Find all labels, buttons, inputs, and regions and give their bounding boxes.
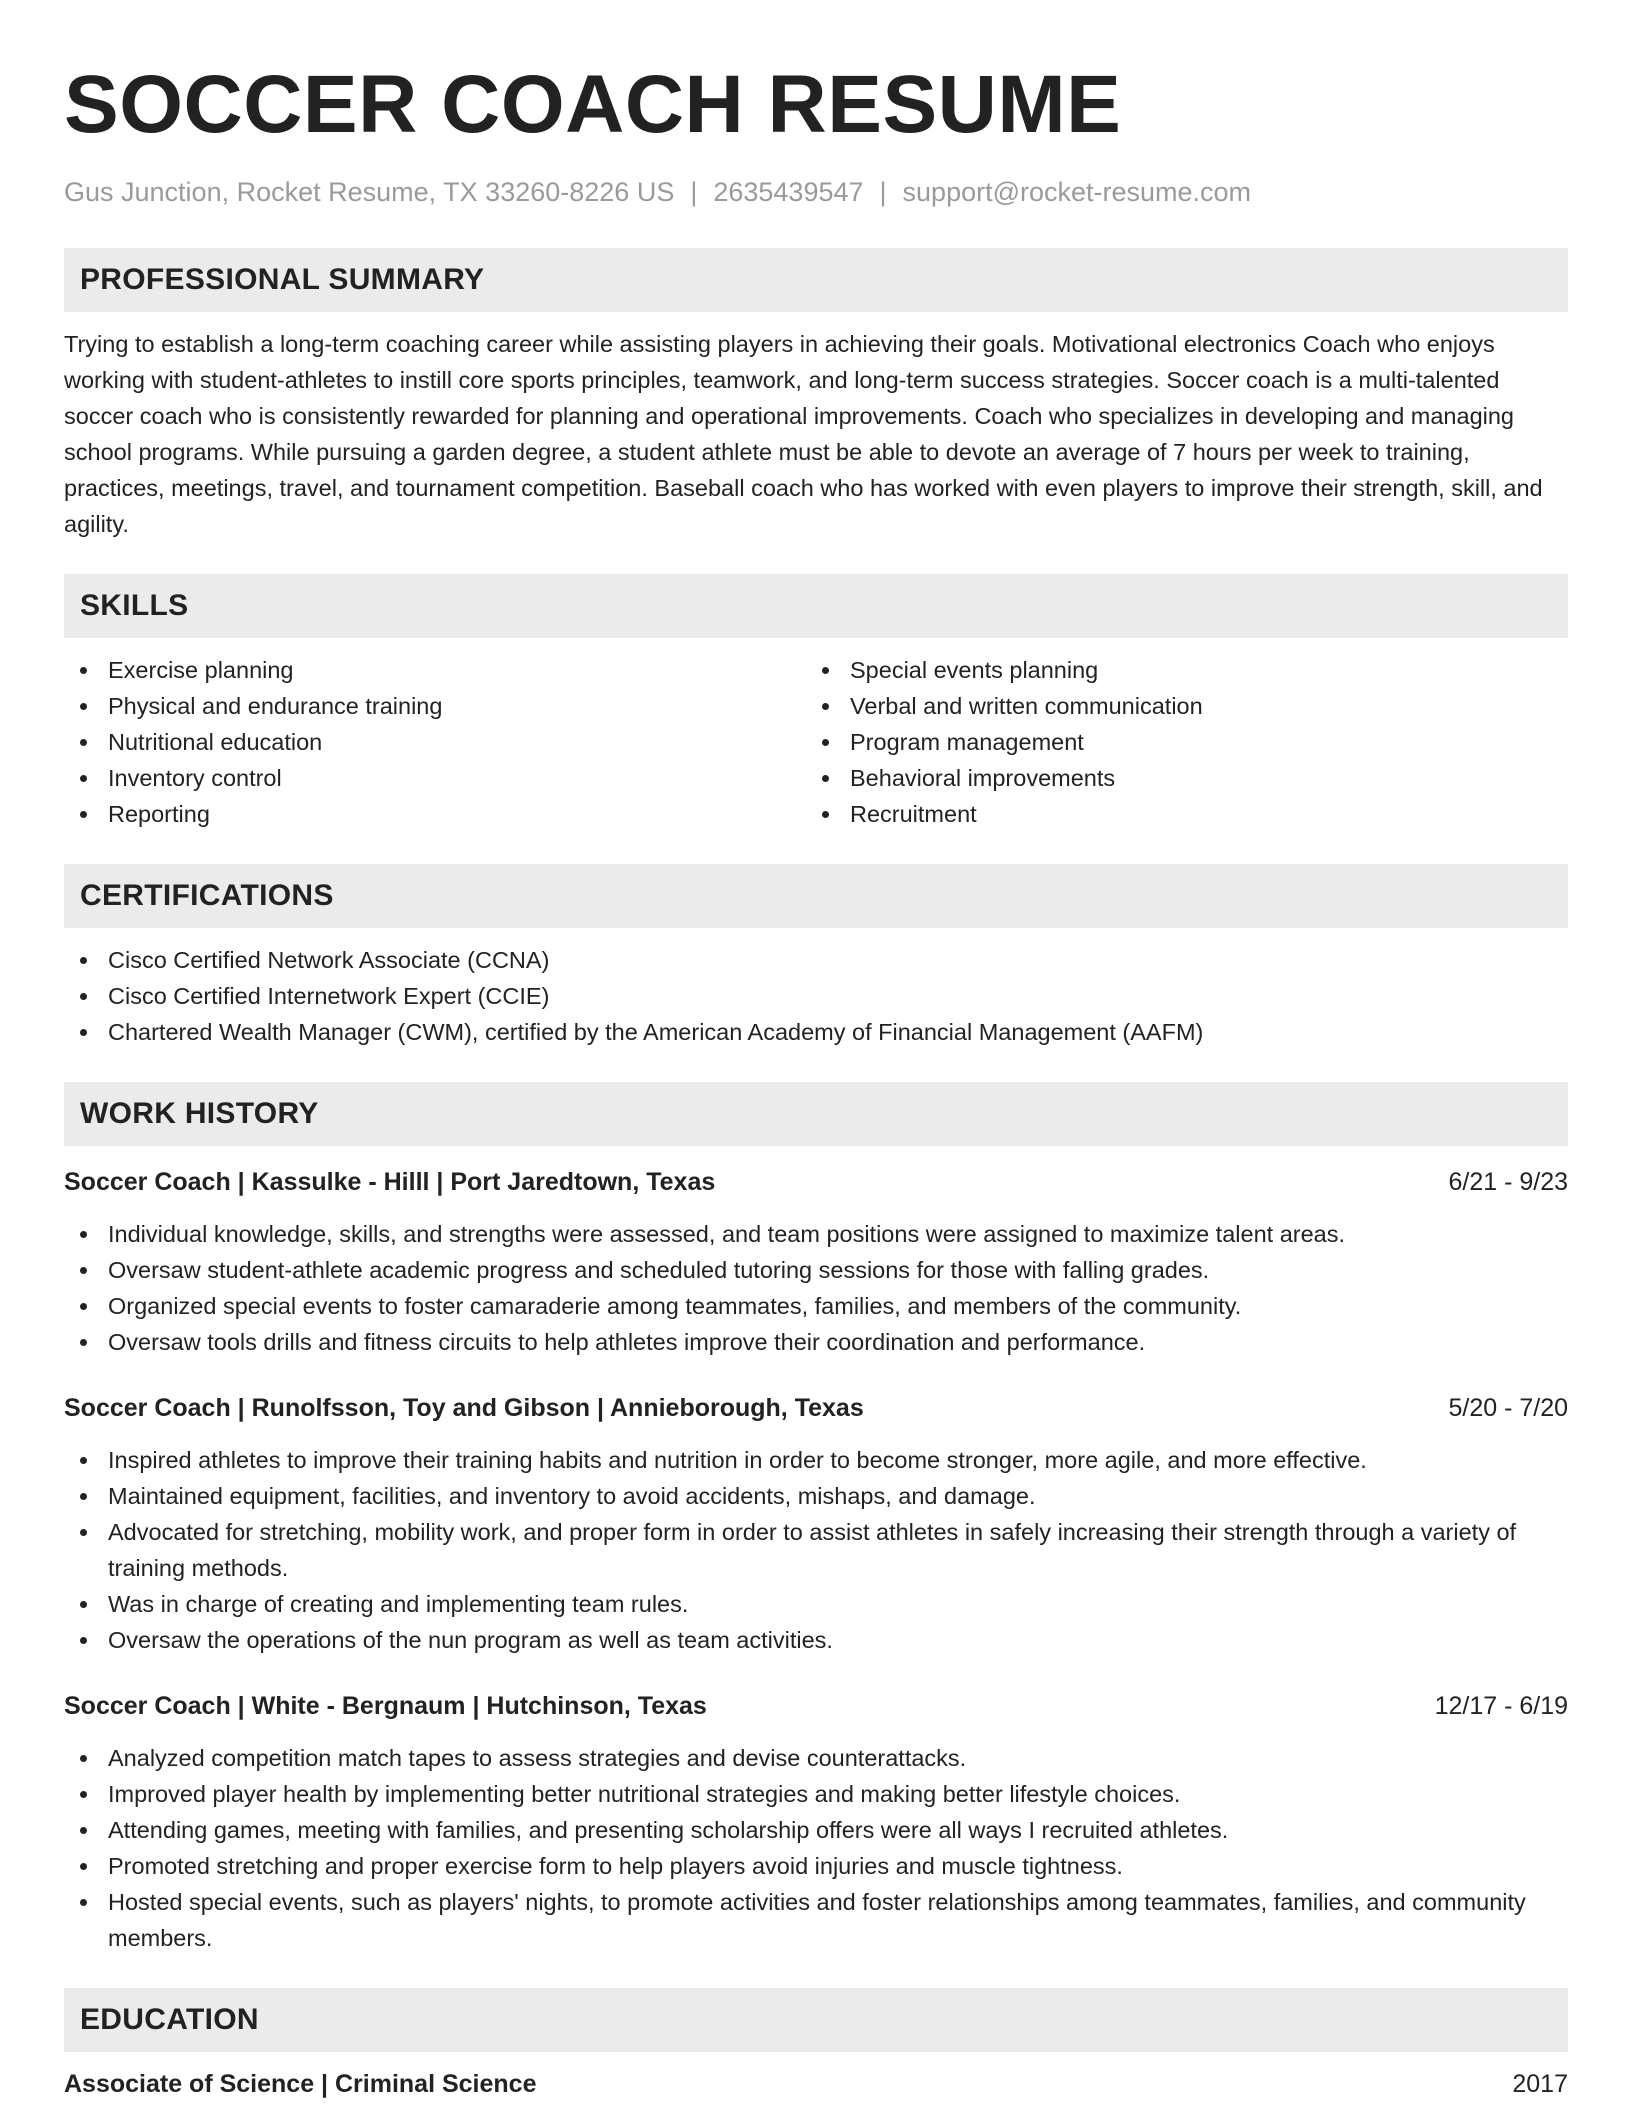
education-year: 2017 [1512, 2070, 1568, 2098]
list-item: Was in charge of creating and implementing team rules. [64, 1586, 1568, 1622]
job-entry [64, 1688, 1568, 1956]
job-header [64, 1688, 1568, 1724]
education-entry [64, 2066, 1568, 2102]
list-item: Nutritional education [64, 724, 806, 760]
list-item: Program management [806, 724, 1548, 760]
education-degree: Associate of Science | Criminal Science [64, 2070, 537, 2098]
list-item: Attending games, meeting with families, and presenting scholarship offers were all ways I recruited athletes. [64, 1812, 1568, 1848]
section-header-certifications: CERTIFICATIONS [64, 864, 1568, 928]
list-item: Individual knowledge, skills, and strengths were assessed, and team positions were assigned to maximize talent areas. [64, 1216, 1568, 1252]
resume-title: SOCCER COACH RESUME [64, 59, 1122, 150]
job-bullets [64, 1216, 1568, 1360]
job-bullets [64, 1442, 1568, 1658]
list-item: Verbal and written communication [806, 688, 1548, 724]
contact-separator: | [879, 177, 887, 207]
job-entry [64, 1390, 1568, 1658]
job-header [64, 1164, 1568, 1200]
skills-list-left [64, 652, 806, 832]
summary-text: Trying to establish a long-term coaching career while assisting players in achieving their goals. Motivational electronics Coach who enjoys working with student-athletes to instill core sports principles, teamwork, and long-term success strategies. Soccer coach is a multi-talented soccer coach who is consistently rewarded for planning and operational improvements. Coach who specializes in developing and managing school programs. While pursuing a garden degree, a student athlete must be able to devote an average of 7 hours per week to training, practices, meetings, travel, and tournament competition. Baseball coach who has worked with even players to improve their strength, skill, and agility. [64, 331, 1543, 537]
list-item: Hosted special events, such as players' nights, to promote activities and foster relationships among teammates, families, and community members. [64, 1884, 1568, 1956]
job-entry [64, 1164, 1568, 1360]
list-item: Behavioral improvements [806, 760, 1548, 796]
list-item: Organized special events to foster camaraderie among teammates, families, and members of the community. [64, 1288, 1568, 1324]
section-header-work-history: WORK HISTORY [64, 1082, 1568, 1146]
list-item: Cisco Certified Internetwork Expert (CCIE) [64, 978, 1568, 1014]
job-bullets [64, 1740, 1568, 1956]
list-item: Oversaw tools drills and fitness circuits to help athletes improve their coordination and performance. [64, 1324, 1568, 1360]
list-item: Cisco Certified Network Associate (CCNA) [64, 942, 1568, 978]
list-item: Reporting [64, 796, 806, 832]
list-item: Special events planning [806, 652, 1548, 688]
list-item: Inspired athletes to improve their training habits and nutrition in order to become stronger, more agile, and more effective. [64, 1442, 1568, 1478]
section-header-skills: SKILLS [64, 574, 1568, 638]
list-item: Improved player health by implementing better nutritional strategies and making better lifestyle choices. [64, 1776, 1568, 1812]
list-item: Inventory control [64, 760, 806, 796]
contact-line [64, 174, 1568, 210]
certifications-list [64, 942, 1568, 1050]
contact-phone: 2635439547 [713, 177, 864, 207]
job-dates: 12/17 - 6/19 [1434, 1692, 1568, 1720]
contact-address: Gus Junction, Rocket Resume, TX 33260-8226 US [64, 177, 675, 207]
job-dates: 5/20 - 7/20 [1448, 1394, 1568, 1422]
list-item: Advocated for stretching, mobility work, and proper form in order to assist athletes in safely increasing their strength through a variety of training methods. [64, 1514, 1568, 1586]
job-header [64, 1390, 1568, 1426]
section-header-summary: PROFESSIONAL SUMMARY [64, 248, 1568, 312]
list-item: Analyzed competition match tapes to assess strategies and devise counterattacks. [64, 1740, 1568, 1776]
contact-separator: | [690, 177, 698, 207]
list-item: Recruitment [806, 796, 1548, 832]
list-item: Physical and endurance training [64, 688, 806, 724]
list-item: Maintained equipment, facilities, and inventory to avoid accidents, mishaps, and damage. [64, 1478, 1568, 1514]
skills-list-right [806, 652, 1548, 832]
job-title: Soccer Coach | Kassulke - Hilll | Port Jaredtown, Texas [64, 1168, 716, 1196]
list-item: Chartered Wealth Manager (CWM), certified by the American Academy of Financial Management (AAFM) [64, 1014, 1568, 1050]
list-item: Exercise planning [64, 652, 806, 688]
list-item: Oversaw student-athlete academic progress and scheduled tutoring sessions for those with falling grades. [64, 1252, 1568, 1288]
skills-grid [64, 652, 1568, 832]
contact-email: support@rocket-resume.com [902, 177, 1252, 207]
list-item: Promoted stretching and proper exercise form to help players avoid injuries and muscle tightness. [64, 1848, 1568, 1884]
job-title: Soccer Coach | White - Bergnaum | Hutchinson, Texas [64, 1692, 707, 1720]
section-header-education: EDUCATION [64, 1988, 1568, 2052]
job-title: Soccer Coach | Runolfsson, Toy and Gibson | Annieborough, Texas [64, 1394, 864, 1422]
list-item: Oversaw the operations of the nun program as well as team activities. [64, 1622, 1568, 1658]
job-dates: 6/21 - 9/23 [1448, 1168, 1568, 1196]
